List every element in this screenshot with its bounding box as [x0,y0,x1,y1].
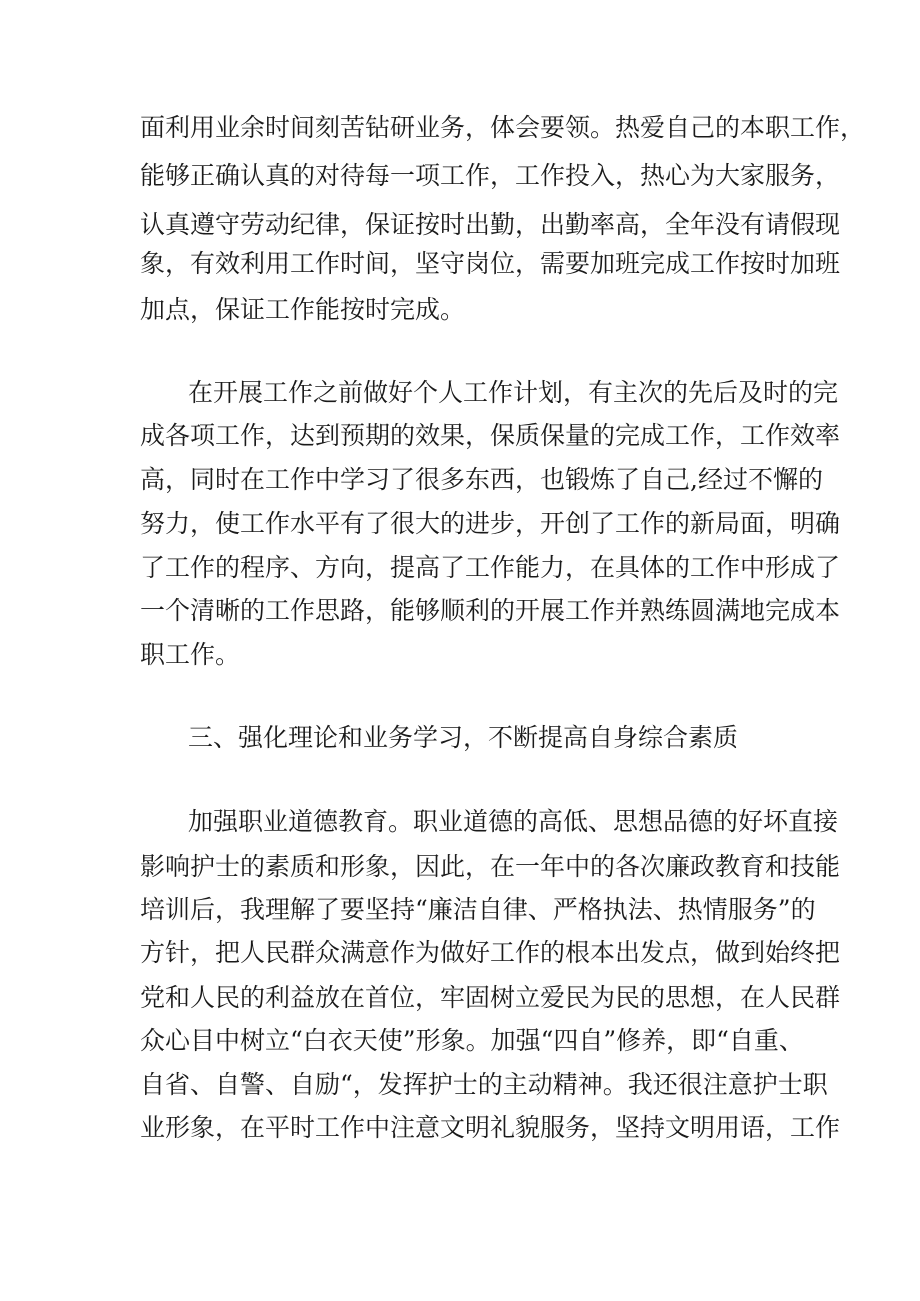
paragraph-1-line-4: 象，有效利用工作时间，坚守岗位，需要加班完成工作按时加班 [140,249,841,278]
paragraph-3-line-7: 自省、自警、自励“，发挥护士的主动精神。我还很注意护士职 [140,1070,828,1099]
paragraph-1-line-2: 能够正确认真的对待每一项工作，工作投入，热心为大家服务， [140,161,841,190]
paragraph-2-line-2: 成各项工作，达到预期的效果，保质保量的完成工作，工作效率 [140,421,841,450]
paragraph-2-line-3: 高，同时在工作中学习了很多东西，也锻炼了自己,经过不懈的 [140,465,823,494]
paragraph-3-line-3: 培训后，我理解了要坚持“廉洁自律、严格执法、热情服务”的 [140,895,816,924]
paragraph-3-line-2: 影响护士的素质和形象，因此，在一年中的各次廉政教育和技能 [140,852,841,881]
paragraph-3-line-1: 加强职业道德教育。职业道德的高低、思想品德的好坏直接 [188,807,839,836]
paragraph-3-line-4: 方针，把人民群众满意作为做好工作的根本出发点，做到始终把 [140,938,841,967]
paragraph-1-line-1: 面利用业余时间刻苦钻研业务，体会要领。热爱自己的本职工作， [140,113,866,142]
paragraph-1-line-5: 加点，保证工作能按时完成。 [140,295,466,324]
paragraph-2-line-7: 职工作。 [140,640,241,669]
paragraph-3-line-6: 众心目中树立“白衣天使”形象。加强“四自”修养，即“自重、 [140,1026,804,1055]
paragraph-1-line-3: 认真遵守劳动纪律，保证按时出勤，出勤率高，全年没有请假现 [140,210,841,239]
paragraph-2-line-4: 努力，使工作水平有了很大的进步，开创了工作的新局面，明确 [140,509,841,538]
paragraph-2-line-5: 了工作的程序、方向，提高了工作能力，在具体的工作中形成了 [140,553,841,582]
paragraph-3-line-5: 党和人民的利益放在首位，牢固树立爱民为民的思想，在人民群 [140,983,841,1012]
paragraph-2-line-6: 一个清晰的工作思路，能够顺利的开展工作并熟练圆满地完成本 [140,596,841,625]
paragraph-2-line-1: 在开展工作之前做好个人工作计划，有主次的先后及时的完 [188,378,839,407]
paragraph-3-line-8: 业形象，在平时工作中注意文明礼貌服务，坚持文明用语，工作 [140,1113,841,1142]
section-heading: 三、强化理论和业务学习，不断提高自身综合素质 [188,723,739,752]
